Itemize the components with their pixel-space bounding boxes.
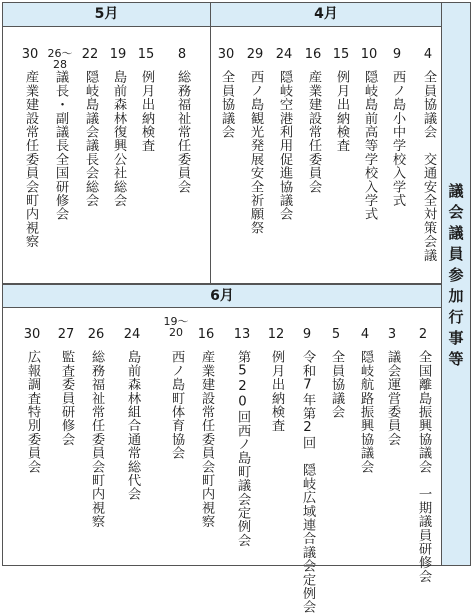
june-day: 3 [387,327,397,342]
april-event: 全員協議会 [219,70,234,139]
divider-upper-lower [3,283,441,284]
june-event: 全国離島振興協議会 一期議員研修会 [416,350,431,583]
side-title: 議会議員参加行事等 [446,183,465,372]
june-day: 13 [233,327,251,342]
may-event: 産業建設常任委員会町内視察 [23,70,38,249]
june-day: 27 [57,327,75,342]
june-event: 第520回西ノ島町議会定例会 [235,350,250,547]
april-event: 隠岐島前高等学校入学式 [362,70,377,221]
june-event: 令和7年第2回 隠岐広域連合議会定例会 [300,350,315,614]
april-event: 産業建設常任委員会 [306,70,321,194]
june-day: 4 [360,327,370,342]
april-day: 24 [275,47,293,62]
june-event: 広報調査特別委員会 [25,350,40,474]
may-day: 15 [137,47,155,62]
side-title-panel [441,2,471,566]
may-day: 8 [177,47,187,62]
june-event: 産業建設常任委員会町内視察 [199,350,214,529]
june-event: 監査委員研修会 [59,350,74,446]
may-event: 隠岐島議会議長会総会 [83,70,98,207]
may-event: 総務福祉常任委員会 [175,70,190,194]
may-header: 5月 [3,3,210,27]
april-day: 30 [217,47,235,62]
june-day: 24 [123,327,141,342]
may-event: 議長・副議長全国研修会 [53,70,68,221]
april-event: 隠岐空港利用促進協議会 [277,70,292,221]
may-event: 島前森林復興公社総会 [111,70,126,207]
april-event: 例月出納検査 [334,70,349,153]
april-day: 15 [332,47,350,62]
april-day: 10 [360,47,378,62]
may-day: 22 [81,47,99,62]
april-event: 西ノ島観光発展安全祈願祭 [248,70,263,235]
june-event: 隠岐航路振興協議会 [358,350,373,474]
april-day: 16 [304,47,322,62]
june-day: 12 [267,327,285,342]
may-day: 30 [21,47,39,62]
june-day: 26 [87,327,105,342]
april-day: 29 [246,47,264,62]
june-day: 30 [23,327,41,342]
may-day: 26～28 [47,47,73,71]
april-header: 4月 [211,3,441,27]
april-event: 全員協議会 交通安全対策会議 [421,70,436,262]
june-day: 9 [302,327,312,342]
june-day: 2 [418,327,428,342]
april-day: 9 [392,47,402,62]
june-day: 19～20 [163,315,189,339]
june-event: 議会運営委員会 [385,350,400,446]
june-header: 6月 [3,284,441,308]
june-day: 5 [331,327,341,342]
may-day: 19 [109,47,127,62]
june-day: 16 [197,327,215,342]
divider-may-april [210,3,211,284]
june-event: 西ノ島町体育協会 [169,350,184,460]
june-event: 総務福祉常任委員会町内視察 [89,350,104,529]
june-event: 全員協議会 [329,350,344,419]
may-event: 例月出納検査 [139,70,154,153]
april-day: 4 [423,47,433,62]
june-event: 島前森林組合通常総代会 [125,350,140,501]
april-event: 西ノ島小中学校入学式 [390,70,405,207]
june-event: 例月出納検査 [269,350,284,433]
